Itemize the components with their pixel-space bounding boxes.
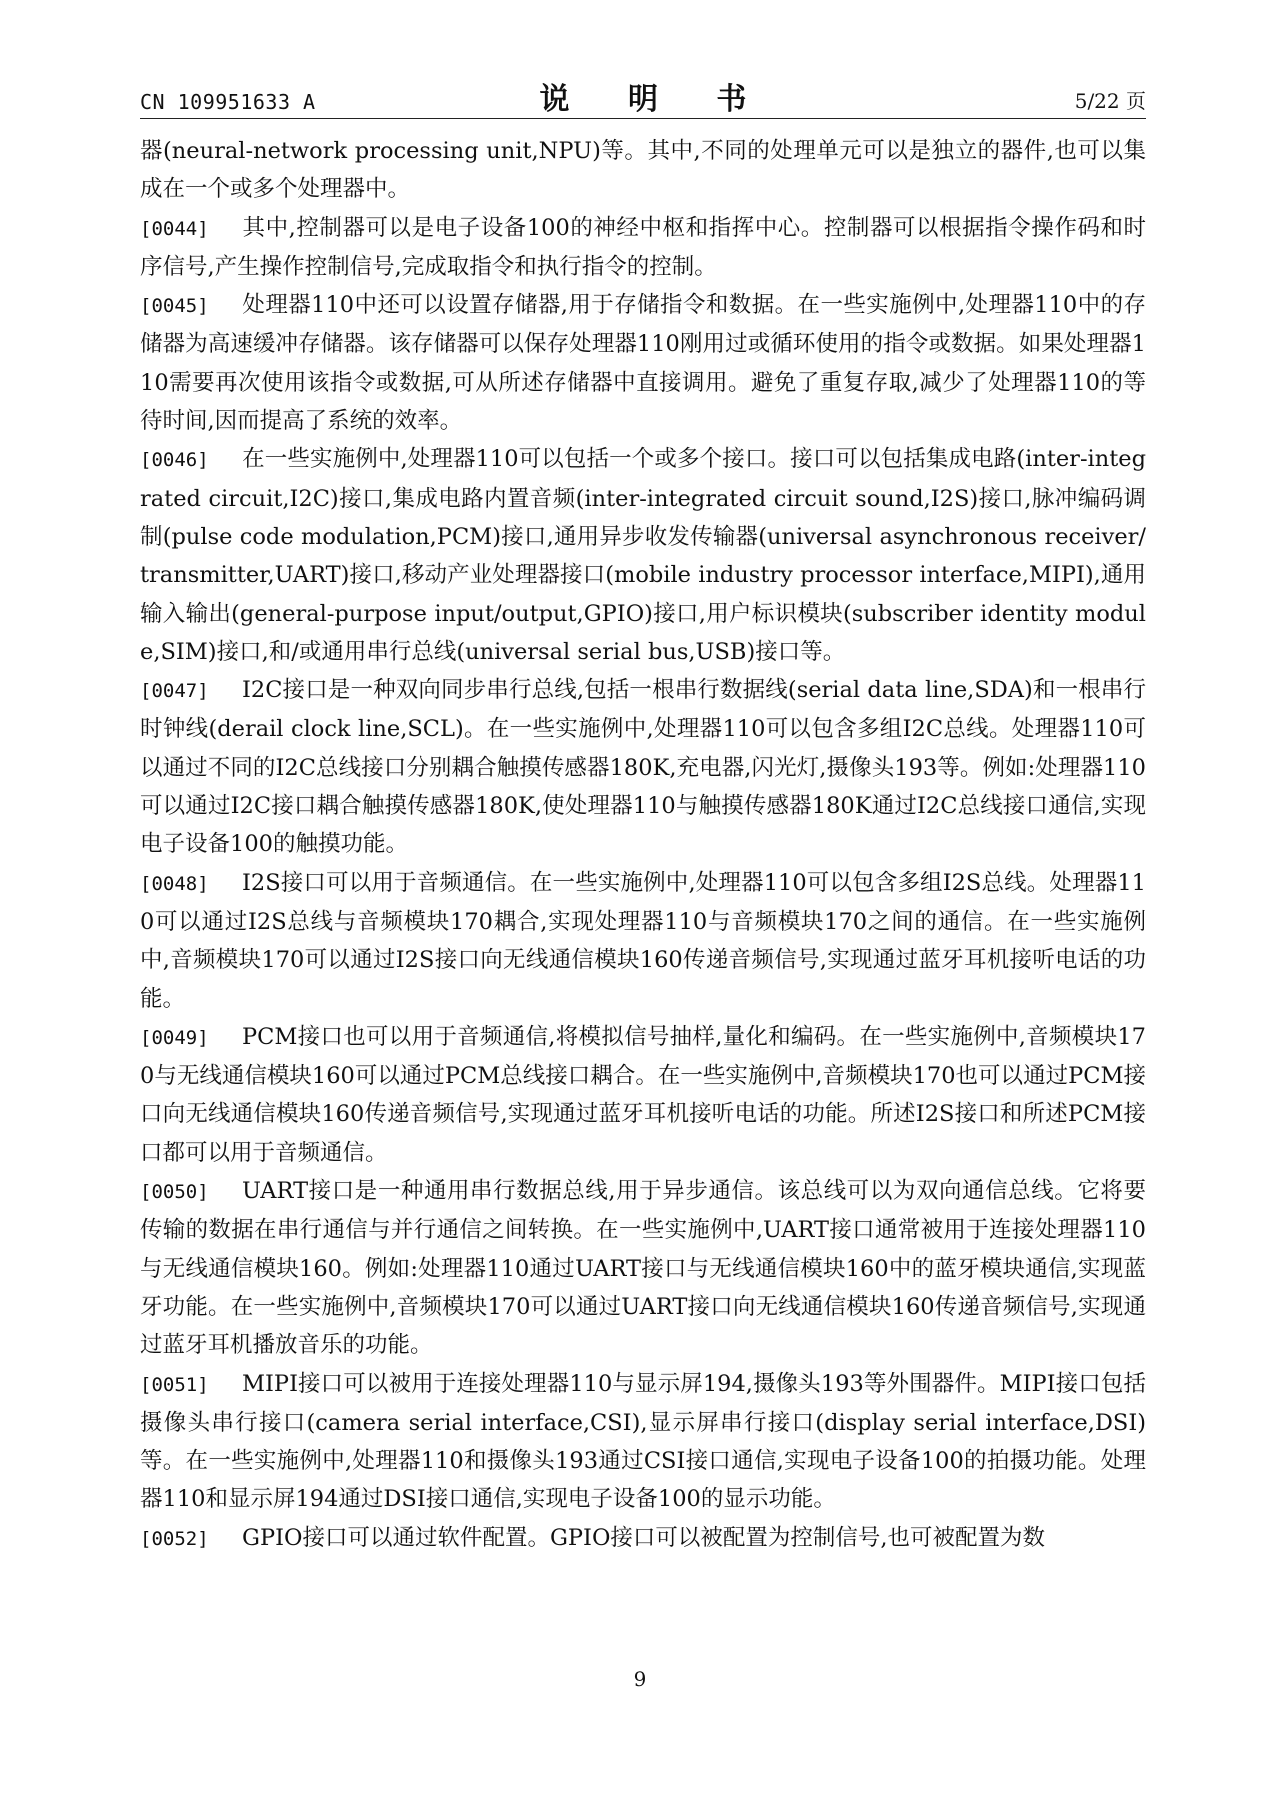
page-number: 9 — [633, 1667, 647, 1691]
paragraph-0050 — [140, 1172, 1146, 1364]
paragraph-number: [0047] — [140, 680, 209, 703]
paragraph-number: [0052] — [140, 1527, 209, 1550]
paragraph-0048 — [140, 864, 1146, 1018]
paragraph-0046 — [140, 440, 1146, 671]
paragraph-number: [0049] — [140, 1026, 209, 1049]
paragraph-text: 处理器110中还可以设置存储器,用于存储指令和数据。在一些实施例中,处理器110中的存储器为高速缓冲存储器。该存储器可以保存处理器110刚用过或循环使用的指令或数据。如果处理器110需要再次使用该指令或数据,可从所述存储器中直接调用。避免了重复存取,减少了处理器110的等待时间,因而提高了系统的效率。 — [140, 292, 1146, 435]
paragraph-text: 器(neural-network processing unit,NPU)等。其中,不同的处理单元可以是独立的器件,也可以集成在一个或多个处理器中。 — [140, 138, 1146, 203]
paragraph-text: UART接口是一种通用串行数据总线,用于异步通信。该总线可以为双向通信总线。它将要传输的数据在串行通信与并行通信之间转换。在一些实施例中,UART接口通常被用于连接处理器110与无线通信模块160。例如:处理器110通过UART接口与无线通信模块160中的蓝牙模块通信,实现蓝牙功能。在一些实施例中,音频模块170可以通过UART接口向无线通信模块160传递音频信号,实现通过蓝牙耳机播放音乐的功能。 — [140, 1178, 1146, 1359]
paragraph-text: GPIO接口可以通过软件配置。GPIO接口可以被配置为控制信号,也可被配置为数 — [242, 1524, 1046, 1551]
paragraph-number: [0051] — [140, 1373, 209, 1396]
paragraph-text: PCM接口也可以用于音频通信,将模拟信号抽样,量化和编码。在一些实施例中,音频模块170与无线通信模块160可以通过PCM总线接口耦合。在一些实施例中,音频模块170也可以通过PCM接口向无线通信模块160传递音频信号,实现通过蓝牙耳机接听电话的功能。所述I2S接口和所述PCM接口都可以用于音频通信。 — [140, 1023, 1146, 1166]
page-header — [140, 74, 1146, 118]
paragraph-number: [0044] — [140, 217, 209, 240]
paragraph-0052 — [140, 1519, 1146, 1558]
paragraph-text: 在一些实施例中,处理器110可以包括一个或多个接口。接口可以包括集成电路(inter-integrated circuit,I2C)接口,集成电路内置音频(inter-integrated circuit sound,I2S)接口,脉冲编码调制(pulse code modulation,PCM)接口,通用异步收发传输器(universal asynchronous receiver/transmitter,UART)接口,移动产业处理器接口(mobile industry processor interface,MIPI),通用输入输出(general-purpose input/output,GPIO)接口,用户标识模块(subscriber identity module,SIM)接口,和/或通用串行总线(universal serial bus,USB)接口等。 — [140, 446, 1146, 665]
paragraph-0044 — [140, 209, 1146, 287]
body-text — [140, 132, 1146, 1558]
paragraph-text: 其中,控制器可以是电子设备100的神经中枢和指挥中心。控制器可以根据指令操作码和时序信号,产生操作控制信号,完成取指令和执行指令的控制。 — [140, 214, 1146, 280]
page-info: 5/22 页 — [1074, 89, 1146, 113]
doc-title: 说 明 书 — [539, 82, 771, 117]
paragraph-0047 — [140, 671, 1146, 863]
paragraph-text: I2C接口是一种双向同步串行总线,包括一根串行数据线(serial data line,SDA)和一根串行时钟线(derail clock line,SCL)。在一些实施例中,处理器110可以包含多组I2C总线。处理器110可以通过不同的I2C总线接口分别耦合触摸传感器180K,充电器,闪光灯,摄像头193等。例如:处理器110可以通过I2C接口耦合触摸传感器180K,使处理器110与触摸传感器180K通过I2C总线接口通信,实现电子设备100的触摸功能。 — [140, 677, 1146, 858]
doc-number: CN 109951633 A — [140, 90, 316, 114]
paragraph-number: [0045] — [140, 295, 209, 318]
paragraph-0045 — [140, 286, 1146, 440]
paragraph-number: [0048] — [140, 872, 209, 895]
paragraph-0049 — [140, 1018, 1146, 1172]
paragraph-number: [0046] — [140, 449, 209, 472]
header-rule — [140, 118, 1146, 119]
paragraph-text: MIPI接口可以被用于连接处理器110与显示屏194,摄像头193等外围器件。MIPI接口包括摄像头串行接口(camera serial interface,CSI),显示屏串行接口(display serial interface,DSI)等。在一些实施例中,处理器110和摄像头193通过CSI接口通信,实现电子设备100的拍摄功能。处理器110和显示屏194通过DSI接口通信,实现电子设备100的显示功能。 — [140, 1370, 1146, 1513]
paragraph-0051 — [140, 1365, 1146, 1519]
paragraph-text: I2S接口可以用于音频通信。在一些实施例中,处理器110可以包含多组I2S总线。处理器110可以通过I2S总线与音频模块170耦合,实现处理器110与音频模块170之间的通信。在一些实施例中,音频模块170可以通过I2S接口向无线通信模块160传递音频信号,实现通过蓝牙耳机接听电话的功能。 — [140, 869, 1146, 1012]
paragraph-continuation — [140, 132, 1146, 209]
paragraph-number: [0050] — [140, 1181, 209, 1204]
